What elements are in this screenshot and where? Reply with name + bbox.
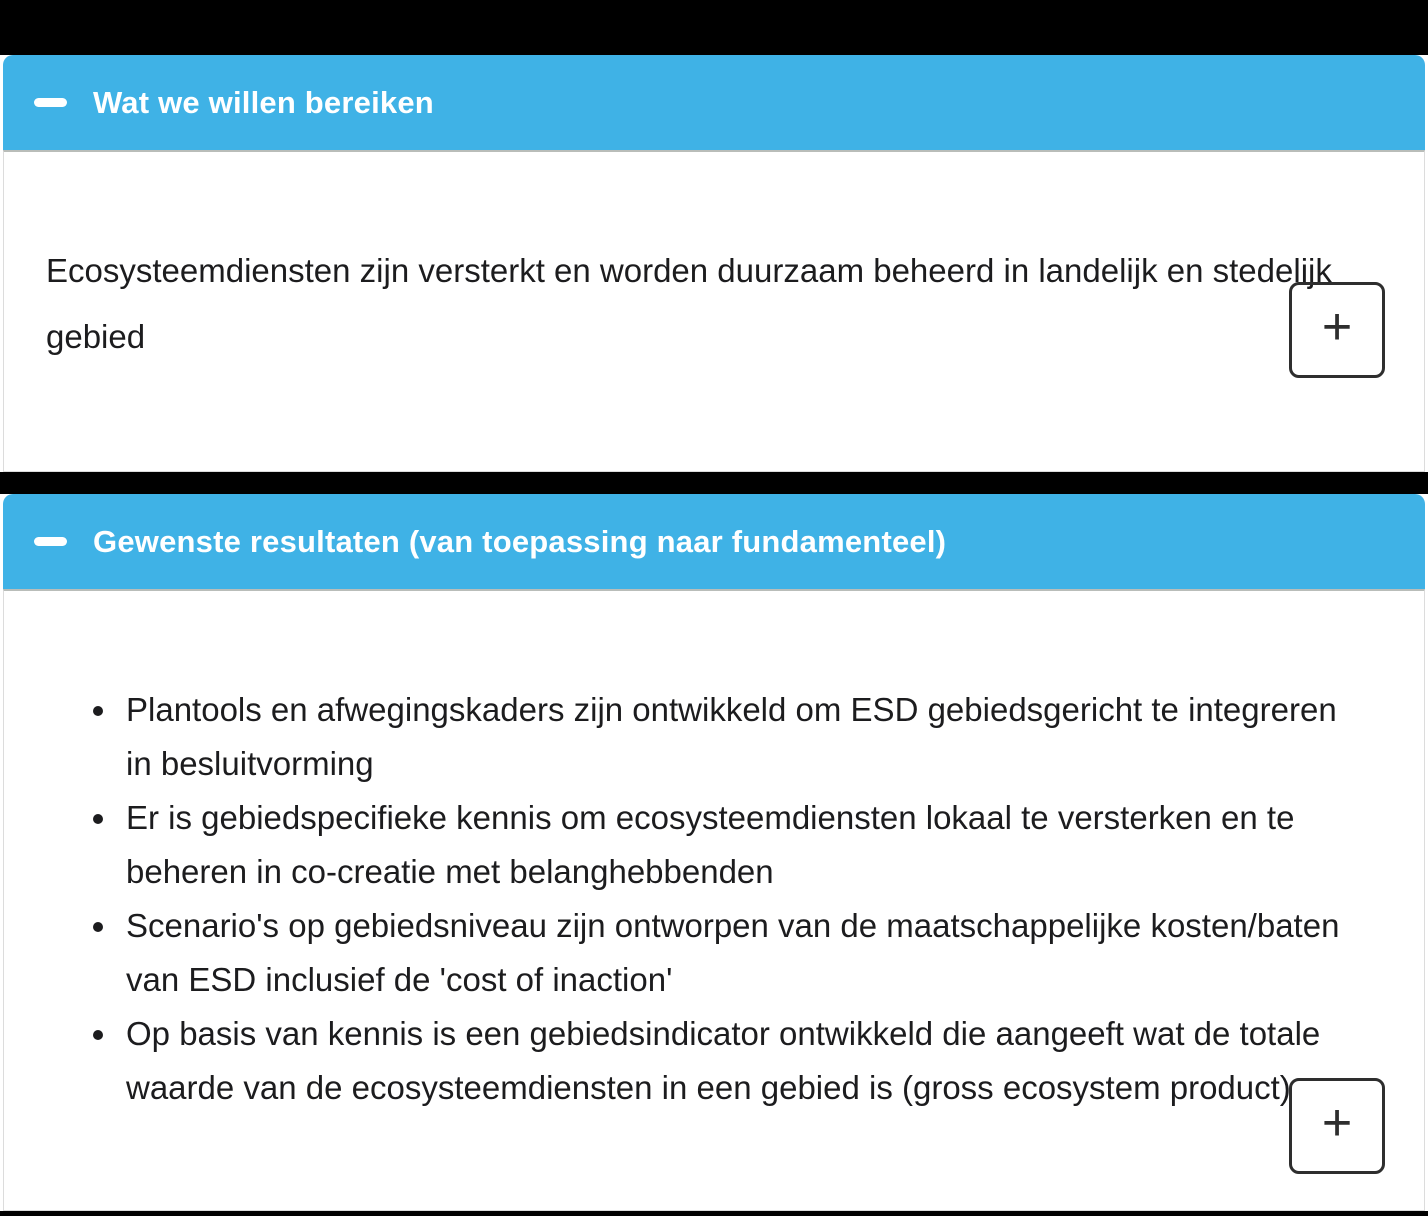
accordion-section-goal bbox=[0, 55, 1428, 472]
section-title: Gewenste resultaten (van toepassing naar fundamenteel) bbox=[93, 523, 947, 559]
bottom-black-bar bbox=[0, 1211, 1428, 1216]
results-bullet-list bbox=[4, 683, 1424, 1115]
accordion-section-results bbox=[0, 494, 1428, 1211]
list-item: Er is gebiedspecifieke kennis om ecosysteemdiensten lokaal te versterken en te beheren in co-creatie met belanghebbenden bbox=[91, 791, 1362, 899]
accordion-header-goal[interactable] bbox=[3, 55, 1425, 150]
collapse-minus-icon bbox=[34, 98, 67, 107]
accordion-header-results[interactable] bbox=[3, 494, 1425, 589]
list-item: Op basis van kennis is een gebiedsindicator ontwikkeld die aangeeft wat de totale waarde van de ecosysteemdiensten in een gebied is (gross ecosystem product) bbox=[91, 1007, 1362, 1115]
expand-plus-button[interactable]: + bbox=[1289, 282, 1385, 378]
list-item: Scenario's op gebiedsniveau zijn ontworpen van de maatschappelijke kosten/baten van ESD inclusief de 'cost of inaction' bbox=[91, 899, 1362, 1007]
top-black-bar bbox=[0, 0, 1428, 55]
goal-paragraph: Ecosysteemdiensten zijn versterkt en worden duurzaam beheerd in landelijk en stedelijk gebied bbox=[46, 252, 1332, 355]
accordion-body-goal bbox=[3, 150, 1425, 472]
accordion-body-results bbox=[3, 589, 1425, 1211]
list-item: Plantools en afwegingskaders zijn ontwikkeld om ESD gebiedsgericht te integreren in besluitvorming bbox=[91, 683, 1362, 791]
expand-plus-button[interactable]: + bbox=[1289, 1078, 1385, 1174]
collapse-minus-icon bbox=[34, 537, 67, 546]
section-gap-black-bar bbox=[0, 472, 1428, 494]
section-title: Wat we willen bereiken bbox=[93, 84, 434, 120]
